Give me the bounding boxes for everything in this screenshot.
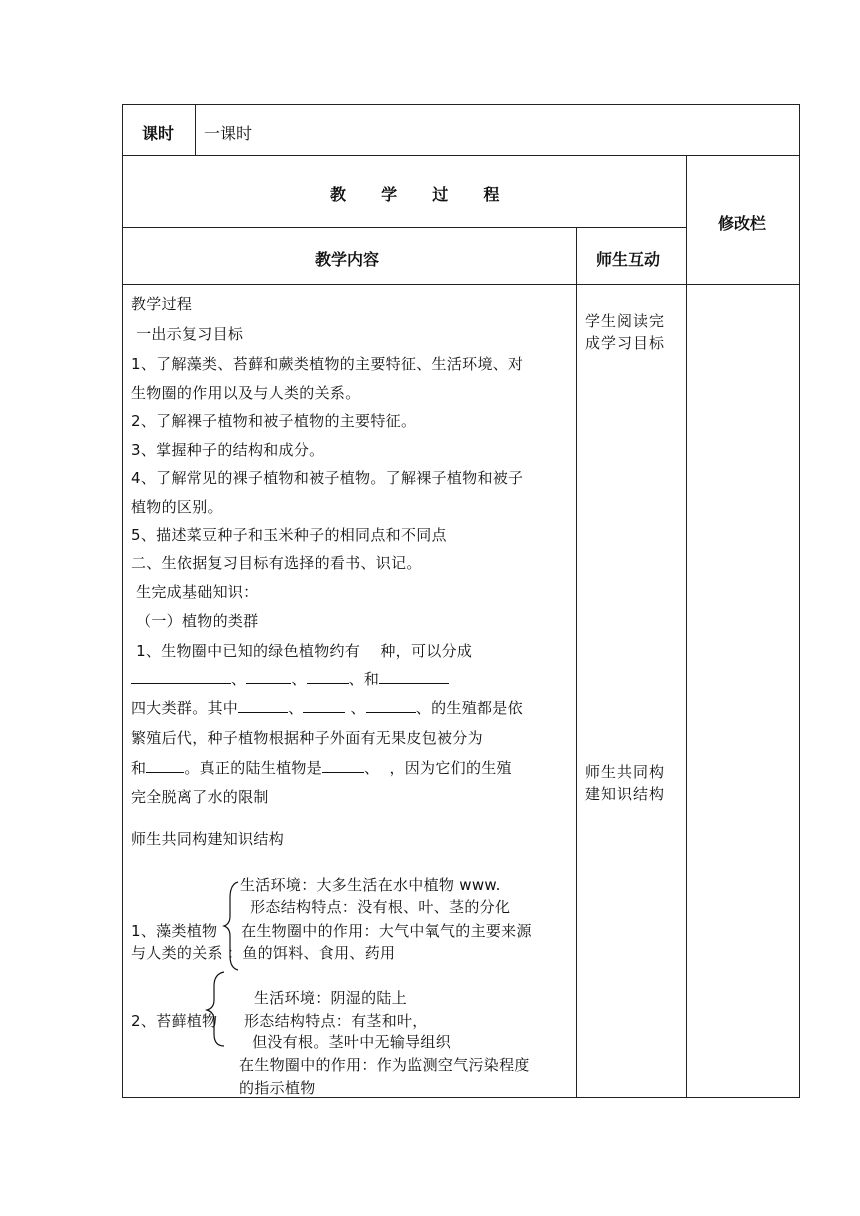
content-line: 教学过程 [131,295,193,313]
sentence-text: 、的生殖都是依 [415,699,523,717]
table-border-right [799,104,800,1098]
content-line: 5、描述菜豆种子和玉米种子的相同点和不同点 [131,526,447,544]
separator-text: 、和 [348,670,380,688]
answer-blank[interactable] [307,669,349,684]
answer-blank[interactable] [322,758,364,773]
answer-blank[interactable] [238,698,288,713]
content-line: （一）植物的类群 [131,612,259,630]
sentence-text: 四大类群。其中 [131,699,239,717]
separator-text: 、 [231,670,247,688]
algae-relation-label: 与人类的关系 [131,944,223,962]
answer-blank[interactable] [303,698,345,713]
separator-text: 、 [288,699,304,717]
interaction-note: 学生阅读完 [585,312,666,330]
column-divider-revision [686,155,687,1098]
process-title: 教 学 过 程 [330,185,508,204]
lesson-value: 一课时 [204,124,253,143]
content-line: 一出示复习目标 [131,325,244,343]
column-divider-interaction [576,227,577,1098]
revision-label: 修改栏 [718,214,767,233]
sentence-text: 、 ，因为它们的生殖 [364,759,512,777]
sentence-text: 。真正的陆生植物是 [184,759,323,777]
moss-item: 形态结构特点：有茎和叶， [244,1012,428,1030]
moss-item: 生活环境：阴湿的陆上 [254,989,408,1007]
content-line: 生完成基础知识： [131,583,259,601]
algae-item: 生活环境：大多生活在水中植物 www. [240,876,501,894]
algae-label: 1、藻类植物 [131,922,218,940]
content-label: 教学内容 [315,250,380,269]
row-divider-lesson [122,155,800,156]
answer-blank[interactable] [379,669,449,684]
row-divider-header [122,284,800,285]
algae-item: 在生物圈中的作用：大气中氧气的主要来源 [236,922,532,940]
algae-item: 形态结构特点：没有根、叶、茎的分化 [240,898,511,916]
content-line: 1、了解藻类、苔藓和蕨类植物的主要特征、生活环境、对 [131,355,524,373]
lesson-label: 课时 [142,124,175,143]
content-line: 4、了解常见的裸子植物和被子植物。了解裸子植物和被子 [131,469,524,487]
answer-blank[interactable] [146,758,184,773]
interaction-note: 成学习目标 [585,334,666,352]
answer-blank[interactable] [246,669,291,684]
fill-in-line-categories [131,668,449,689]
content-line: 生物圈的作用以及与人类的关系。 [131,384,361,402]
content-line: 2、了解裸子植物和被子植物的主要特征。 [131,412,417,430]
moss-item: 的指示植物 [239,1079,316,1097]
algae-item: ：鱼的饵料、食用、药用 [227,944,396,962]
structure-heading: 师生共同构建知识结构 [131,830,285,848]
moss-brace-icon [204,970,228,1048]
row-divider-process [122,227,687,228]
table-border-left [122,104,123,1098]
column-divider-lesson [195,104,196,156]
fill-in-line-land-plants [131,757,512,778]
answer-blank[interactable] [366,698,416,713]
interaction-note: 建知识结构 [585,785,666,803]
content-line: 1、生物圈中已知的绿色植物约有 种，可以分成 [131,642,473,660]
interaction-note: 师生共同构 [585,763,666,781]
content-line: 3、掌握种子的结构和成分。 [131,441,325,459]
content-line: 繁殖后代，种子植物根据种子外面有无果皮包被分为 [131,729,483,747]
fill-in-line-spores [131,697,523,718]
content-line: 二、生依据复习目标有选择的看书、识记。 [131,554,422,572]
separator-text: 、 [291,670,307,688]
answer-blank[interactable] [131,669,231,684]
moss-item: 但没有根。茎叶中无输导组织 [242,1033,452,1051]
content-line: 植物的区别。 [131,498,223,516]
moss-label: 2、苔藓植物 [131,1012,218,1030]
sentence-text: 和 [131,759,147,777]
moss-item: 在生物圈中的作用：作为监测空气污染程度 [239,1056,530,1074]
content-line: 完全脱离了水的限制 [131,788,269,806]
interaction-label: 师生互动 [596,250,661,269]
table-border-bottom [122,1097,800,1098]
separator-text: 、 [345,699,366,717]
table-border-top [122,104,800,105]
